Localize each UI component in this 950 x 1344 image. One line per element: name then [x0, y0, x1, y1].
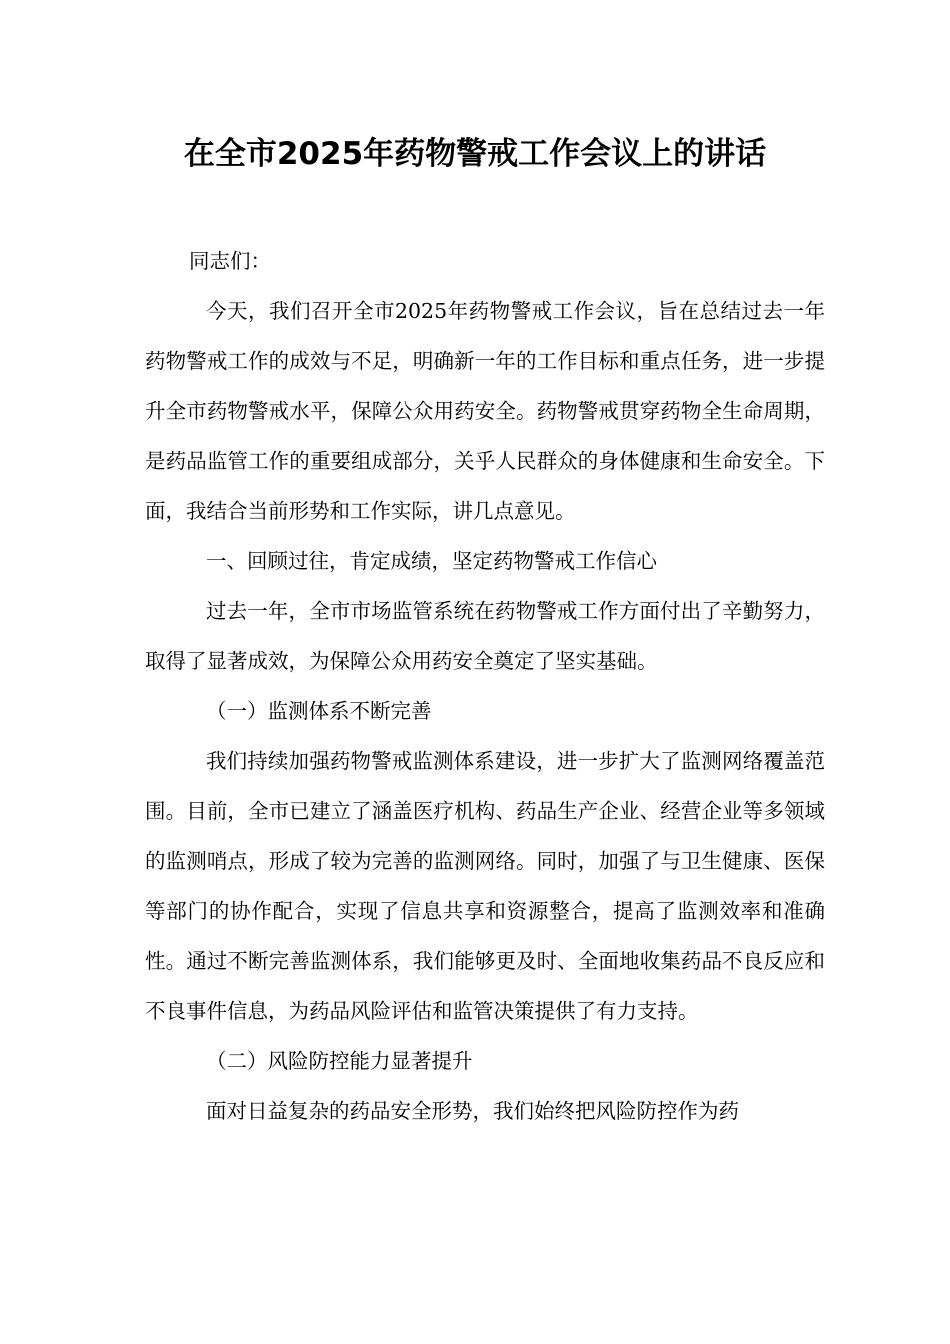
- section-heading-1: 一、回顾过往，肯定成绩，坚定药物警戒工作信心: [206, 549, 657, 573]
- document-body: [145, 236, 825, 1136]
- document-title: 在全市2025年药物警戒工作会议上的讲话: [183, 136, 767, 172]
- subsection-2-paragraph: 面对日益复杂的药品安全形势，我们始终把风险防控作为药: [206, 1099, 739, 1123]
- intro-paragraph: 今天，我们召开全市2025年药物警戒工作会议，旨在总结过去一年药物警戒工作的成效与不足，明确新一年的工作目标和重点任务，进一步提升全市药物警戒水平，保障公众用药安全。药物警戒贯穿药物全生命周期，是药品监管工作的重要组成部分，关乎人民群众的身体健康和生命安全。下面，我结合当前形势和工作实际，讲几点意见。: [145, 299, 825, 523]
- salutation: 同志们：: [189, 249, 271, 273]
- subsection-heading-2: （二）风险防控能力显著提升: [206, 1049, 473, 1073]
- subsection-heading-1: （一）监测体系不断完善: [206, 699, 432, 723]
- subsection-1-paragraph: 我们持续加强药物警戒监测体系建设，进一步扩大了监测网络覆盖范围。目前，全市已建立了涵盖医疗机构、药品生产企业、经营企业等多领域的监测哨点，形成了较为完善的监测网络。同时，加强了与卫生健康、医保等部门的协作配合，实现了信息共享和资源整合，提高了监测效率和准确性。通过不断完善监测体系，我们能够更及时、全面地收集药品不良反应和不良事件信息，为药品风险评估和监管决策提供了有力支持。: [145, 749, 825, 1023]
- section-1-paragraph: 过去一年，全市市场监管系统在药物警戒工作方面付出了辛勤努力，取得了显著成效，为保障公众用药安全奠定了坚实基础。: [145, 599, 825, 673]
